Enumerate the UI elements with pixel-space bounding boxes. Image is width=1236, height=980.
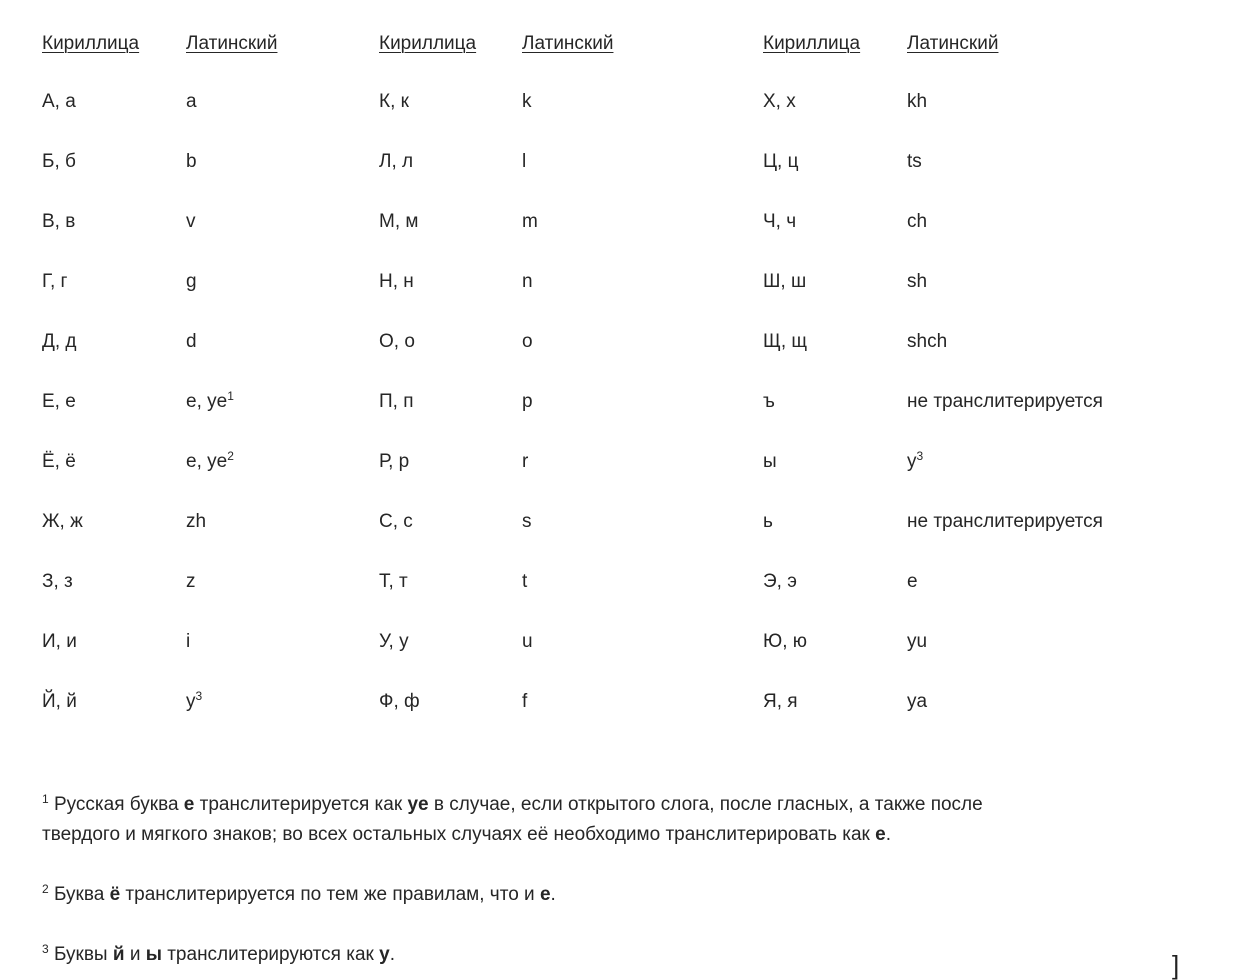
- latin-text: y: [186, 691, 196, 712]
- latin-transliteration: [522, 330, 533, 354]
- latin-transliteration: [522, 390, 533, 414]
- cyrillic-letter: Щ, щ: [763, 331, 808, 352]
- cyrillic-letter: О, о: [379, 331, 415, 352]
- footnote-marker: 1: [227, 389, 234, 403]
- cyrillic-letter: Б, б: [42, 151, 76, 172]
- latin-text: o: [522, 331, 533, 352]
- latin-text: не транслитерируется: [907, 511, 1103, 532]
- latin-text: yu: [907, 631, 928, 652]
- cyrillic-letter: Х, х: [763, 91, 796, 112]
- latin-transliteration: [186, 390, 234, 414]
- latin-transliteration: [522, 690, 527, 714]
- latin-transliteration: [522, 570, 527, 594]
- latin-transliteration: [186, 270, 197, 294]
- cyrillic-letter: У, у: [379, 631, 409, 652]
- stray-bracket-mark: ]: [1172, 950, 1180, 980]
- latin-transliteration: [522, 510, 532, 534]
- footnote-1: $^1$ Русская буква е транслитерируется как ye в случае, если открытого слога, после гласных, а также после твердого и мягкого знаков; во всех остальных случаях её необходимо транслитерировать как e.: [42, 792, 983, 845]
- latin-text: m: [522, 211, 538, 232]
- cyrillic-letter: ь: [763, 511, 773, 532]
- latin-text: shch: [907, 331, 948, 352]
- header-latin-2: Латинский: [522, 33, 614, 54]
- latin-transliteration: [522, 210, 538, 234]
- latin-transliteration: [186, 150, 197, 174]
- cyrillic-letter: П, п: [379, 391, 414, 412]
- latin-transliteration: [522, 90, 532, 114]
- header-cyrillic-2: Кириллица: [379, 33, 477, 54]
- latin-text: kh: [907, 91, 928, 112]
- header-latin-1: Латинский: [186, 33, 278, 54]
- latin-text: d: [186, 331, 197, 352]
- latin-text: r: [522, 451, 529, 472]
- cyrillic-letter: Ё, ё: [42, 451, 76, 472]
- latin-text: a: [186, 91, 197, 112]
- latin-text: p: [522, 391, 533, 412]
- footnote-marker: 3: [195, 689, 203, 703]
- cyrillic-letter: Ш, ш: [763, 271, 807, 292]
- latin-transliteration: [907, 450, 923, 474]
- cyrillic-letter: Д, д: [42, 331, 77, 352]
- latin-text: ts: [907, 151, 922, 172]
- latin-text: ch: [907, 211, 928, 232]
- latin-transliteration: [186, 450, 234, 474]
- latin-text: z: [186, 571, 196, 592]
- footnote-marker: 2: [227, 449, 234, 463]
- cyrillic-letter: Ю, ю: [763, 631, 808, 652]
- latin-transliteration: [186, 630, 190, 654]
- latin-text: v: [186, 211, 196, 232]
- latin-transliteration: [186, 90, 197, 114]
- latin-transliteration: [907, 390, 1103, 414]
- latin-text: t: [522, 571, 528, 592]
- footnote-2: $^2$ Буква ё транслитерируется по тем же правилам, что и е.: [42, 882, 556, 905]
- latin-text: e, ye: [186, 391, 228, 412]
- latin-transliteration: [186, 690, 202, 714]
- latin-text: ya: [907, 691, 928, 712]
- cyrillic-letter: Ч, ч: [763, 211, 797, 232]
- cyrillic-letter: Е, е: [42, 391, 76, 412]
- cyrillic-letter: З, з: [42, 571, 73, 592]
- latin-text: zh: [186, 511, 207, 532]
- latin-text: не транслитерируется: [907, 391, 1103, 412]
- latin-transliteration: [907, 150, 922, 174]
- cyrillic-letter: В, в: [42, 211, 76, 232]
- latin-text: sh: [907, 271, 928, 292]
- latin-text: l: [522, 151, 527, 172]
- latin-transliteration: [186, 330, 197, 354]
- latin-transliteration: [186, 510, 206, 534]
- cyrillic-letter: Ц, ц: [763, 151, 799, 172]
- cyrillic-letter: Ф, ф: [379, 691, 420, 712]
- latin-transliteration: [907, 270, 927, 294]
- latin-transliteration: [907, 510, 1103, 534]
- cyrillic-letter: Н, н: [379, 271, 414, 292]
- cyrillic-letter: С, с: [379, 511, 413, 532]
- latin-text: n: [522, 271, 533, 292]
- cyrillic-letter: Л, л: [379, 151, 414, 172]
- latin-text: e: [907, 571, 918, 592]
- latin-transliteration: [907, 690, 927, 714]
- cyrillic-letter: ъ: [763, 391, 775, 412]
- latin-text: f: [522, 691, 528, 712]
- cyrillic-letter: Г, г: [42, 271, 68, 292]
- cyrillic-letter: Й, й: [42, 691, 77, 712]
- cyrillic-letter: И, и: [42, 631, 77, 652]
- latin-transliteration: [907, 210, 927, 234]
- latin-transliteration: [907, 90, 927, 114]
- header-cyrillic-3: Кириллица: [763, 33, 861, 54]
- latin-transliteration: [522, 270, 533, 294]
- latin-transliteration: [522, 150, 526, 174]
- latin-transliteration: [186, 210, 196, 234]
- latin-text: k: [522, 91, 532, 112]
- header-latin-3: Латинский: [907, 33, 999, 54]
- latin-text: g: [186, 271, 197, 292]
- latin-text: b: [186, 151, 197, 172]
- header-cyrillic-1: Кириллица: [42, 33, 140, 54]
- cyrillic-letter: М, м: [379, 211, 419, 232]
- latin-text: e, ye: [186, 451, 228, 472]
- cyrillic-letter: А, а: [42, 91, 76, 112]
- latin-transliteration: [907, 570, 918, 594]
- cyrillic-letter: Ж, ж: [42, 511, 83, 532]
- cyrillic-letter: Я, я: [763, 691, 798, 712]
- cyrillic-letter: Р, р: [379, 451, 410, 472]
- latin-transliteration: [186, 570, 196, 594]
- latin-text: u: [522, 631, 533, 652]
- latin-text: i: [186, 631, 191, 652]
- cyrillic-letter: Т, т: [379, 571, 408, 592]
- latin-transliteration: [907, 330, 947, 354]
- latin-text: y: [907, 451, 917, 472]
- footnote-3: $^3$ Буквы й и ы транслитерируются как y.: [42, 942, 395, 965]
- latin-transliteration: [907, 630, 927, 654]
- footnote-marker: 3: [916, 449, 924, 463]
- cyrillic-letter: Э, э: [763, 571, 797, 592]
- latin-transliteration: [522, 630, 533, 654]
- latin-transliteration: [522, 450, 528, 474]
- cyrillic-letter: ы: [763, 451, 777, 472]
- cyrillic-letter: К, к: [379, 91, 409, 112]
- latin-text: s: [522, 511, 532, 532]
